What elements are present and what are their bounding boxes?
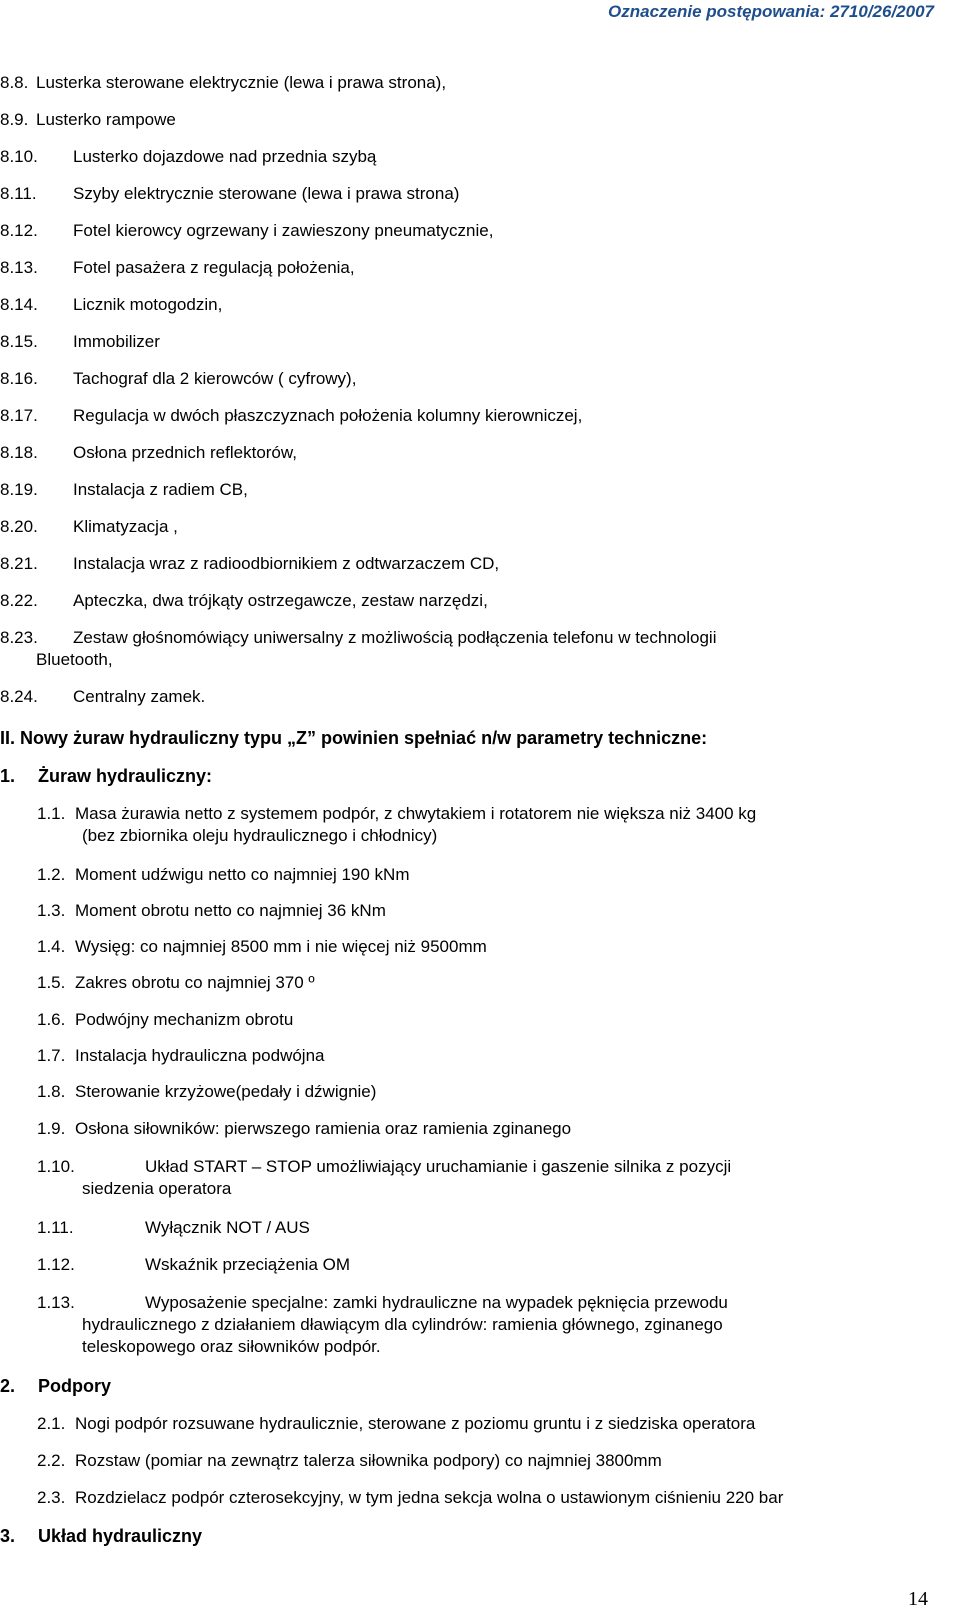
list-item <box>0 72 940 94</box>
section-title: Podpory <box>38 1376 112 1396</box>
list-item <box>0 686 940 708</box>
item-text-continued: (bez zbiornika oleju hydraulicznego i chłodnicy) <box>82 826 438 845</box>
list-item <box>37 1292 937 1358</box>
item-number: 1.13. <box>37 1293 75 1312</box>
list-item <box>0 331 940 353</box>
list-item <box>0 146 940 168</box>
item-number: 2.2. <box>37 1451 66 1470</box>
item-text: Szyby elektrycznie sterowane (lewa i prawa strona) <box>73 184 460 203</box>
item-text: Nogi podpór rozsuwane hydraulicznie, sterowane z poziomu gruntu i z siedziska operatora <box>75 1414 756 1433</box>
item-text: Licznik motogodzin, <box>73 295 223 314</box>
item-number: 1.3. <box>37 901 66 920</box>
item-number: 8.24. <box>0 687 38 706</box>
item-text: Regulacja w dwóch płaszczyznach położenia kolumny kierowniczej, <box>73 406 583 425</box>
item-text: Fotel pasażera z regulacją położenia, <box>73 258 355 277</box>
item-number: 8.21. <box>0 554 38 573</box>
item-number: 1.2. <box>37 865 66 884</box>
list-item <box>37 864 937 886</box>
list-item <box>37 900 937 922</box>
document-header: Oznaczenie postępowania: 2710/26/2007 <box>608 2 934 21</box>
item-text: Układ START – STOP umożliwiający uruchamianie i gaszenie silnika z pozycji <box>145 1157 732 1176</box>
item-number: 8.20. <box>0 517 38 536</box>
section-heading-2 <box>0 1375 111 1397</box>
list-item <box>0 405 940 427</box>
list-item <box>0 183 940 205</box>
item-number: 1.1. <box>37 804 66 823</box>
item-text: Osłona siłowników: pierwszego ramienia oraz ramienia zginanego <box>75 1119 572 1138</box>
item-text: Wskaźnik przeciążenia OM <box>145 1255 351 1274</box>
item-text: Wysięg: co najmniej 8500 mm i nie więcej niż 9500mm <box>75 937 487 956</box>
item-text: Osłona przednich reflektorów, <box>73 443 297 462</box>
list-item <box>0 516 940 538</box>
item-number: 1.9. <box>37 1119 66 1138</box>
list-item <box>37 1413 937 1435</box>
equipment-list <box>0 72 940 723</box>
item-number: 8.14. <box>0 295 38 314</box>
item-number: 1.12. <box>37 1255 75 1274</box>
item-number: 1.11. <box>37 1218 74 1237</box>
item-text: Instalacja z radiem CB, <box>73 480 248 499</box>
item-number: 2.1. <box>37 1414 66 1433</box>
item-number: 8.18. <box>0 443 38 462</box>
item-text: Instalacja hydrauliczna podwójna <box>75 1046 325 1065</box>
list-item <box>0 627 940 671</box>
section-heading-ii: II. Nowy żuraw hydrauliczny typu „Z” powinien spełniać n/w parametry techniczne: <box>0 728 708 748</box>
item-text: Podwójny mechanizm obrotu <box>75 1010 294 1029</box>
item-number: 8.11. <box>0 184 37 203</box>
list-item <box>37 936 937 958</box>
item-number: 1.6. <box>37 1010 66 1029</box>
list-item <box>37 972 937 994</box>
item-text: Moment udźwigu netto co najmniej 190 kNm <box>75 865 410 884</box>
item-number: 1.10. <box>37 1157 75 1176</box>
item-number: 1.4. <box>37 937 66 956</box>
item-text: Centralny zamek. <box>73 687 206 706</box>
item-number: 8.23. <box>0 628 38 647</box>
item-number: 2.3. <box>37 1488 66 1507</box>
list-item <box>37 1081 937 1103</box>
list-item <box>0 257 940 279</box>
list-item <box>0 220 940 242</box>
item-number: 8.16. <box>0 369 38 388</box>
item-text: Wyłącznik NOT / AUS <box>145 1218 310 1237</box>
section-number: 2. <box>0 1376 16 1396</box>
item-text: Masa żurawia netto z systemem podpór, z chwytakiem i rotatorem nie większa niż 3400 kg <box>75 804 757 823</box>
list-item <box>0 368 940 390</box>
section-number: 1. <box>0 766 16 786</box>
section-title: Układ hydrauliczny <box>38 1526 203 1546</box>
item-text: Apteczka, dwa trójkąty ostrzegawcze, zestaw narzędzi, <box>73 591 488 610</box>
item-number: 8.8. <box>0 73 29 92</box>
item-number: 8.10. <box>0 147 38 166</box>
item-text: Sterowanie krzyżowe(pedały i dźwignie) <box>75 1082 377 1101</box>
list-item <box>37 1450 937 1472</box>
item-text-continued: teleskopowego oraz siłowników podpór. <box>82 1337 381 1356</box>
list-item <box>37 1009 937 1031</box>
list-item <box>37 1045 937 1067</box>
section-heading-1 <box>0 765 212 787</box>
item-text: Wyposażenie specjalne: zamki hydrauliczne na wypadek pęknięcia przewodu <box>145 1293 728 1312</box>
list-item <box>0 479 940 501</box>
list-item <box>0 442 940 464</box>
list-item <box>0 553 940 575</box>
item-text: Immobilizer <box>73 332 160 351</box>
item-number: 8.17. <box>0 406 38 425</box>
item-number: 8.19. <box>0 480 38 499</box>
item-number: 1.7. <box>37 1046 66 1065</box>
item-number: 8.9. <box>0 110 29 129</box>
page-number: 14 <box>908 1588 928 1610</box>
list-item <box>0 109 940 131</box>
list-item <box>0 590 940 612</box>
list-item <box>37 1156 937 1200</box>
item-text-continued: Bluetooth, <box>36 650 113 669</box>
list-item <box>37 1217 937 1239</box>
list-item <box>37 1118 937 1140</box>
item-text: Lusterko dojazdowe nad przednia szybą <box>73 147 377 166</box>
item-number: 8.22. <box>0 591 38 610</box>
list-item <box>37 1487 937 1509</box>
item-text: Zakres obrotu co najmniej 370 º <box>75 973 315 992</box>
list-item <box>37 803 937 847</box>
section-heading-3 <box>0 1525 202 1547</box>
item-text: Zestaw głośnomówiący uniwersalny z możliwością podłączenia telefonu w technologii <box>73 628 717 647</box>
item-number: 1.5. <box>37 973 66 992</box>
item-text: Tachograf dla 2 kierowców ( cyfrowy), <box>73 369 357 388</box>
item-text: Klimatyzacja , <box>73 517 178 536</box>
item-text: Rozdzielacz podpór czterosekcyjny, w tym jedna sekcja wolna o ustawionym ciśnieniu 220 bar <box>75 1488 784 1507</box>
item-number: 8.13. <box>0 258 38 277</box>
item-number: 1.8. <box>37 1082 66 1101</box>
section-number: 3. <box>0 1526 16 1546</box>
item-text: Lusterka sterowane elektrycznie (lewa i prawa strona), <box>36 73 447 92</box>
list-item <box>37 1254 937 1276</box>
item-number: 8.12. <box>0 221 38 240</box>
item-text: Fotel kierowcy ogrzewany i zawieszony pneumatycznie, <box>73 221 494 240</box>
item-text: Instalacja wraz z radioodbiornikiem z odtwarzaczem CD, <box>73 554 500 573</box>
item-text: Rozstaw (pomiar na zewnątrz talerza siłownika podpory) co najmniej 3800mm <box>75 1451 662 1470</box>
list-item <box>0 294 940 316</box>
section-title: Żuraw hydrauliczny: <box>38 766 213 786</box>
item-number: 8.15. <box>0 332 38 351</box>
item-text-continued: hydraulicznego z działaniem dławiącym dla cylindrów: ramienia głównego, zginanego <box>82 1315 723 1334</box>
item-text-continued: siedzenia operatora <box>82 1179 232 1198</box>
item-text: Moment obrotu netto co najmniej 36 kNm <box>75 901 386 920</box>
item-text: Lusterko rampowe <box>36 110 176 129</box>
